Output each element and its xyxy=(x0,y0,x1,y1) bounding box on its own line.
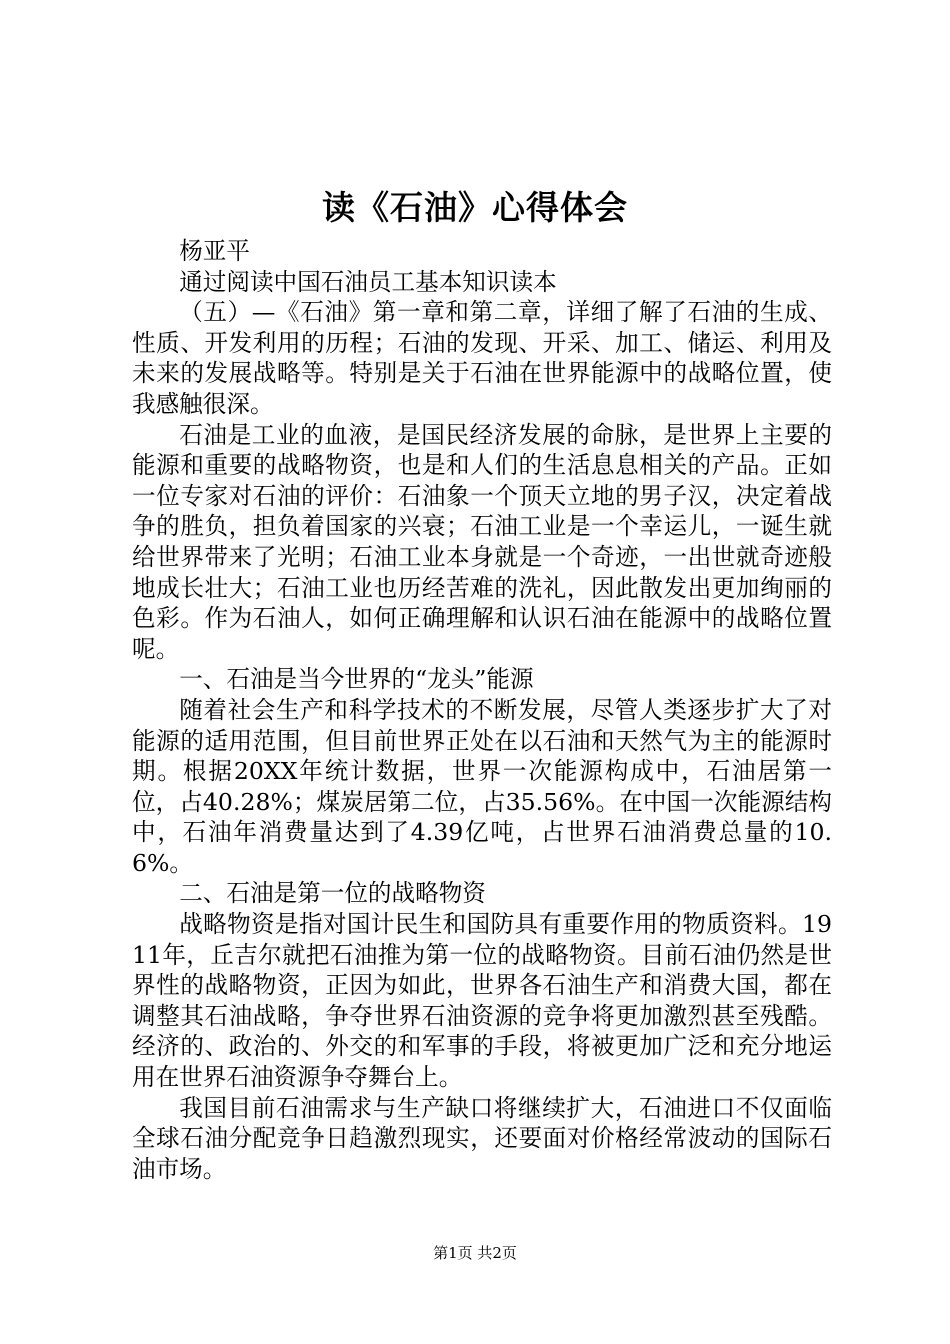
page-footer: 第1页 共2页 xyxy=(433,1244,517,1262)
author-line: 杨亚平 xyxy=(179,237,250,265)
section-heading-2: 二、石油是第一位的战略物资 xyxy=(179,879,486,908)
paragraph-6: 我国目前石油需求与生产缺口将继续扩大，石油进口不仅面临全球石油分配竞争日趋激烈现实，还要面对价格经常波动的国际石油市场。 xyxy=(132,1093,832,1183)
paragraph-1: 通过阅读中国石油员工基本知识读本 xyxy=(179,267,557,296)
paragraph-2: （五）—《石油》第一章和第二章，详细了解了石油的生成、性质、开发利用的历程；石油的发现、开采、加工、储运、利用及未来的发展战略等。特别是关于石油在世界能源中的战略位置，使我感触很深。 xyxy=(132,298,832,418)
section-heading-1: 一、石油是当今世界的“龙头”能源 xyxy=(179,665,534,694)
document-body xyxy=(132,236,832,1184)
document-title: 读《石油》心得体会 xyxy=(322,188,628,227)
paragraph-5: 战略物资是指对国计民生和国防具有重要作用的物质资料。1911年，丘吉尔就把石油推为第一位的战略物资。目前石油仍然是世界性的战略物资，正因为如此，世界各石油生产和消费大国，都在调整其石油战略，争夺世界石油资源的竞争将更加激烈甚至残酷。经济的、政治的、外交的和军事的手段，将被更加广泛和充分地运用在世界石油资源争夺舞台上。 xyxy=(132,910,832,1092)
paragraph-4: 随着社会生产和科学技术的不断发展，尽管人类逐步扩大了对能源的适用范围，但目前世界正处在以石油和天然气为主的能源时期。根据20XX年统计数据，世界一次能源构成中，石油居第一位，占40.28%；煤炭居第二位，占35.56%。在中国一次能源结构中，石油年消费量达到了4.39亿吨，占世界石油消费总量的10.6%。 xyxy=(132,695,832,877)
paragraph-3: 石油是工业的血液，是国民经济发展的命脉，是世界上主要的能源和重要的战略物资，也是和人们的生活息息相关的产品。正如一位专家对石油的评价：石油象一个顶天立地的男子汉，决定着战争的胜负，担负着国家的兴衰；石油工业是一个幸运儿，一诞生就给世界带来了光明；石油工业本身就是一个奇迹，一出世就奇迹般地成长壮大；石油工业也历经苦难的洗礼，因此散发出更加绚丽的色彩。作为石油人，如何正确理解和认识石油在能源中的战略位置呢。 xyxy=(132,420,832,663)
